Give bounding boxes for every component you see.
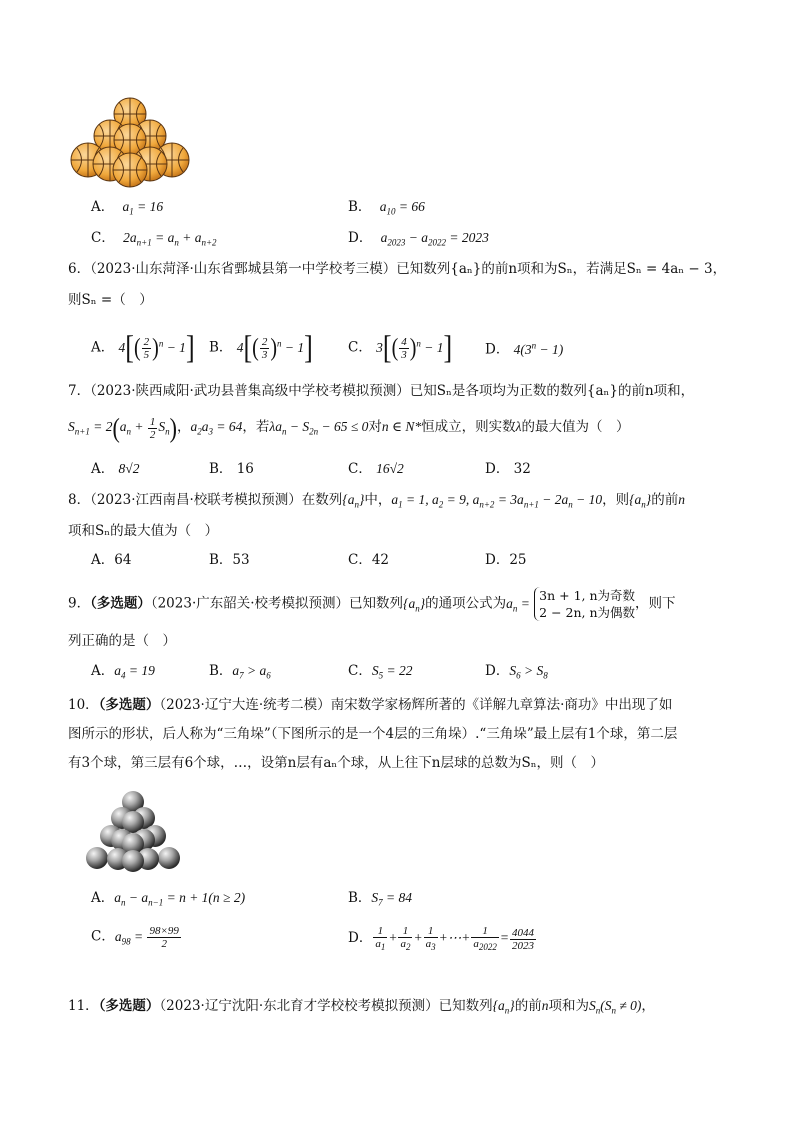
question-7-line-2: $S_{n+1} = 2(a_n$ + $\frac{1}{2}$ $S_n$)，$a_2a_3 = 64$，若$\lambda a_n - S_{2n} - 65 \le 0$对n ∈ N*恒成立，则实数λ的最大值为（ ） bbox=[68, 411, 630, 443]
question-number: 10． bbox=[68, 697, 99, 713]
q9-option-b bbox=[209, 661, 271, 686]
question-source: （2023·辽宁大连·统考二模） bbox=[159, 697, 331, 713]
option-label: D． bbox=[485, 461, 510, 477]
question-text: 列正确的是（ ） bbox=[68, 633, 176, 649]
option-c-math: $a_{98}$ = $\frac{98\times 99}{2}$ bbox=[114, 925, 179, 950]
question-tag: （多选题） bbox=[98, 697, 160, 713]
basketball-pyramid-figure bbox=[68, 94, 192, 190]
option-label: B． bbox=[209, 552, 233, 568]
question-7-math: $S_{n+1} = 2(a_n$ + $\frac{1}{2}$ $S_n$) bbox=[68, 411, 177, 443]
option-label: D． bbox=[348, 230, 373, 246]
option-a-math: $a_4 = 19$ bbox=[114, 663, 155, 681]
case-even: 2 − 2n, n为偶数 bbox=[539, 605, 636, 620]
q7-option-b bbox=[209, 459, 254, 479]
question-source: （2023·广东韶关·校考模拟预测） bbox=[150, 595, 350, 612]
q9-option-c bbox=[348, 661, 412, 686]
question-9-line-1: 9．（多选题）（2023·广东韶关·校考模拟预测）已知数列$\{a_n\}$的通项公式为$a_n$ = 3n + 1, n为奇数 2 − 2n, n为偶数 ，则下 bbox=[68, 588, 676, 620]
option-a-math: 8√2 bbox=[118, 461, 140, 476]
option-text: 25 bbox=[509, 552, 527, 568]
option-b-math: $S_7 = 84$ bbox=[371, 890, 413, 908]
option-label: B． bbox=[209, 339, 233, 356]
question-10-line-2 bbox=[68, 724, 677, 744]
option-label: A． bbox=[91, 339, 115, 356]
option-text: 16 bbox=[236, 461, 254, 477]
option-c-math: 3[( $\frac{4}{3}$ )$^n$ − 1] bbox=[376, 329, 453, 366]
q9-option-d bbox=[485, 661, 548, 686]
option-label: C． bbox=[91, 230, 115, 246]
option-a-math: 4[( $\frac{2}{5}$ )$^n$ − 1] bbox=[118, 329, 195, 366]
option-label: C． bbox=[348, 552, 372, 568]
option-label: A． bbox=[91, 461, 115, 477]
option-c-math: $S_5 = 22$ bbox=[371, 663, 413, 681]
question-10-line-1 bbox=[68, 695, 672, 715]
q8-option-c bbox=[348, 550, 389, 570]
q7-option-c bbox=[348, 459, 404, 479]
option-label: B． bbox=[209, 663, 233, 679]
option-label: D． bbox=[485, 552, 510, 568]
option-label: D． bbox=[348, 930, 373, 947]
q5-option-a bbox=[91, 197, 163, 222]
option-b-math: $a_{10} = 66$ bbox=[379, 199, 425, 217]
q5-option-c bbox=[91, 228, 217, 253]
question-text: 有3个球，第三层有6个球，…，设第n层有aₙ个球，从上往下n层球的总数为Sₙ，则（ ） bbox=[68, 755, 605, 771]
q10-option-c bbox=[91, 925, 182, 951]
question-text: 项和Sₙ的最大值为（ ） bbox=[68, 523, 219, 539]
question-8-line-2 bbox=[68, 521, 218, 541]
option-label: B． bbox=[209, 461, 233, 477]
piecewise-cases bbox=[534, 587, 635, 621]
question-text: 已知数列{aₙ}的前n项和为Sₙ，若满足Sₙ = 4aₙ − 3， bbox=[396, 261, 727, 277]
option-label: C． bbox=[348, 663, 372, 679]
option-d-math: $4(3^n - 1)$ bbox=[513, 340, 564, 357]
option-label: C． bbox=[348, 339, 372, 356]
q7-option-a bbox=[91, 459, 139, 479]
question-source: （2023·辽宁沈阳·东北育才学校校考模拟预测） bbox=[159, 998, 439, 1014]
option-label: D． bbox=[485, 341, 510, 358]
question-10-line-3 bbox=[68, 753, 604, 773]
gray-balls bbox=[86, 791, 180, 872]
option-label: C． bbox=[348, 461, 372, 477]
q10-option-d bbox=[348, 925, 537, 953]
question-8-line-1: 8．（2023·江西南昌·校联考模拟预测）在数列$\{a_n\}$中，$a_1 = 1$, $a_2 = 9$, $a_{n+2} = 3a_{n+1} - 2a_n - 10$，则$\{a_n\}$的前n bbox=[68, 492, 685, 510]
q6-option-b bbox=[209, 329, 313, 366]
option-text: 32 bbox=[513, 461, 531, 477]
question-number: 7． bbox=[68, 383, 91, 399]
option-d-math: $a_{2023} - a_{2022} = 2023$ bbox=[380, 230, 489, 248]
option-a-math: $a_n - a_{n-1} = n + 1(n \ge 2)$ bbox=[114, 890, 246, 908]
option-label: A． bbox=[91, 890, 115, 906]
q6-option-d bbox=[485, 335, 563, 360]
option-label: C． bbox=[91, 928, 115, 945]
option-label: D． bbox=[485, 663, 510, 679]
question-text: 已知Sₙ是各项均为正数的数列{aₙ}的前n项和， bbox=[409, 383, 695, 399]
option-c-math: 16√2 bbox=[376, 461, 404, 476]
q8-option-b bbox=[209, 550, 250, 570]
q8-option-a bbox=[91, 550, 131, 570]
option-a-math: $a_1 = 16$ bbox=[122, 199, 164, 217]
option-d-math: $S_6 > S_8$ bbox=[509, 663, 548, 681]
option-b-math: 4[( $\frac{2}{3}$ )$^n$ − 1] bbox=[236, 329, 313, 366]
q10-option-a bbox=[91, 888, 245, 913]
basketball-balls bbox=[71, 98, 189, 187]
question-number: 11． bbox=[68, 998, 99, 1014]
option-text: 53 bbox=[232, 552, 250, 568]
question-tag: （多选题） bbox=[98, 998, 160, 1014]
q10-option-b bbox=[348, 888, 412, 913]
question-6-line-2 bbox=[68, 290, 153, 310]
question-number: 8． bbox=[68, 492, 91, 508]
option-c-math: $2a_{n+1} = a_n + a_{n+2}$ bbox=[123, 230, 217, 248]
question-6-line-1 bbox=[68, 259, 726, 279]
q6-option-a bbox=[91, 329, 195, 366]
q6-option-c bbox=[348, 329, 453, 366]
option-text: 42 bbox=[371, 552, 390, 568]
q9-option-a bbox=[91, 661, 155, 686]
option-label: A． bbox=[91, 552, 115, 568]
q7-option-d bbox=[485, 459, 531, 479]
case-odd: 3n + 1, n为奇数 bbox=[539, 588, 636, 603]
question-number: 9． bbox=[68, 595, 91, 612]
q5-option-d bbox=[348, 228, 489, 253]
option-d-math: $\frac{1}{a_1}$ + $\frac{1}{a_2}$ + $\frac{1}{a_3}$ +⋯+ $\frac{1}{a_{2022}}$ = $\frac{4044}{2023}$ bbox=[375, 925, 534, 953]
option-label: A． bbox=[91, 199, 115, 215]
question-11-line-1: 11．（多选题）（2023·辽宁沈阳·东北育才学校校考模拟预测）已知数列$\{a_n\}$的前n项和为$S_n(S_n \ne 0)$， bbox=[68, 998, 655, 1016]
question-9-line-2 bbox=[68, 631, 176, 651]
question-tag: （多选题） bbox=[90, 595, 151, 612]
option-b-math: $a_7 > a_6$ bbox=[232, 663, 271, 681]
question-text: 则Sₙ =（ ） bbox=[68, 292, 153, 308]
question-source: （2023·山东菏泽·山东省鄄城县第一中学校考三模） bbox=[90, 261, 397, 277]
question-source: （2023·江西南昌·校联考模拟预测） bbox=[90, 492, 302, 508]
triangular-ball-stack-figure bbox=[82, 788, 184, 872]
question-7-line-1 bbox=[68, 381, 694, 401]
option-text: 64 bbox=[114, 552, 132, 568]
q8-option-d bbox=[485, 550, 527, 570]
question-text: 图所示的形状，后人称为“三角垛”（下图所示的是一个4层的三角垛）.“三角垛”最上层有1个球，第二层 bbox=[68, 726, 678, 742]
q5-option-b bbox=[348, 197, 425, 222]
option-label: B． bbox=[348, 199, 372, 215]
question-text: 南宋数学家杨辉所著的《详解九章算法·商功》中出现了如 bbox=[330, 697, 673, 713]
option-label: A． bbox=[91, 663, 115, 679]
question-number: 6． bbox=[68, 261, 91, 277]
question-source: （2023·陕西咸阳·武功县普集高级中学校考模拟预测） bbox=[90, 383, 410, 399]
option-label: B． bbox=[348, 890, 372, 906]
